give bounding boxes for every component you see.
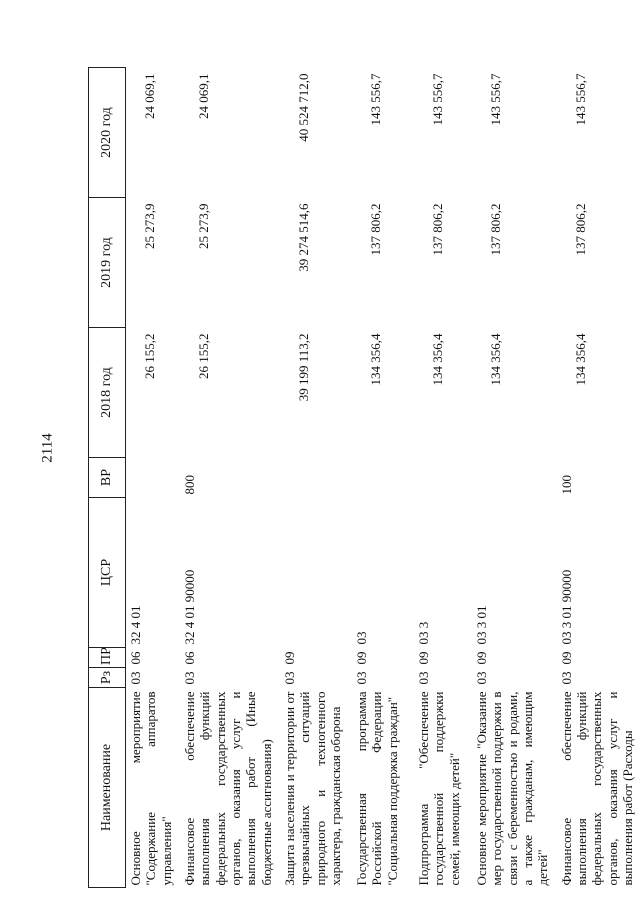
row-2019: 25 273,9 (142, 203, 157, 249)
row-csr: 32 4 01 (128, 605, 143, 645)
row-pr: 06 (128, 651, 143, 665)
row-name: Государственная программа Российской Федерации "Социальная поддержка граждан" (353, 691, 400, 886)
header-2018: 2018 год (89, 328, 126, 458)
row-2019: 137 806,2 (367, 203, 383, 256)
row-name: Основное мероприятие "Содержание аппаратов управления" (128, 691, 174, 886)
row-pr: 09 (558, 651, 574, 665)
row-csr: 03 3 (415, 621, 431, 645)
row-name: Финансовое обеспечение выполнения функций федеральных государственных органов, оказания услуг и выполнения работ (Иные бюджетные ассигнования) (181, 691, 274, 886)
row-csr: 03 3 01 90000 (558, 569, 574, 645)
row-2020: 24 069,1 (195, 73, 211, 119)
row-rz: 03 (415, 671, 431, 685)
header-pr: ПР (89, 648, 126, 668)
row-csr: 03 3 01 (473, 605, 489, 645)
row-csr: 03 (353, 631, 369, 645)
row-pr: 09 (473, 651, 489, 665)
table-row (352, 68, 414, 888)
row-2020: 143 556,7 (429, 73, 445, 126)
row-vr: 800 (181, 475, 197, 495)
row-vr (414, 458, 472, 498)
row-rz: 03 (181, 671, 197, 685)
row-name: Финансовое обеспечение выполнения функций федеральных государственных органов, оказания услуг и выполнения работ (Расходы (558, 691, 635, 886)
row-vr (472, 458, 557, 498)
table-row (472, 68, 557, 888)
row-vr: 100 (558, 475, 574, 495)
page-number: 2114 (39, 433, 56, 463)
table-row (557, 68, 640, 888)
table-row (280, 68, 352, 888)
header-rz: Рз (89, 668, 126, 688)
row-2018: 134 356,4 (367, 333, 383, 386)
row-2018: 26 155,2 (195, 333, 211, 379)
header-2019: 2019 год (89, 198, 126, 328)
row-rz: 03 (281, 671, 297, 685)
table-row (414, 68, 472, 888)
table-row (180, 68, 280, 888)
row-rz: 03 (128, 671, 143, 685)
row-2019: 137 806,2 (429, 203, 445, 256)
row-2019: 137 806,2 (487, 203, 503, 256)
row-2018: 134 356,4 (429, 333, 445, 386)
row-pr: 09 (353, 651, 369, 665)
row-name: Основное мероприятие "Оказание мер государственной поддержки в связи с беременностью и родами, а также гражданам, имеющим детей" (473, 691, 551, 886)
table-header-row (89, 68, 126, 888)
row-2018: 134 356,4 (487, 333, 503, 386)
header-csr: ЦСР (89, 498, 126, 648)
row-vr (126, 458, 180, 498)
row-2018: 39 199 113,2 (295, 333, 311, 402)
row-name: Подпрограмма "Обеспечение государственной поддержки семей, имеющих детей" (415, 691, 462, 886)
row-rz: 03 (558, 671, 574, 685)
row-pr: 06 (181, 651, 197, 665)
row-pr: 09 (281, 651, 297, 665)
header-vr: ВР (89, 458, 126, 498)
row-2018: 134 356,4 (572, 333, 588, 386)
row-2018: 26 155,2 (142, 333, 157, 379)
row-vr (352, 458, 414, 498)
row-rz: 03 (473, 671, 489, 685)
row-2020: 24 069,1 (142, 73, 157, 119)
header-name: Наименование (89, 688, 126, 888)
row-pr: 09 (415, 651, 431, 665)
row-2020: 40 524 712,0 (295, 73, 311, 142)
table-row (126, 68, 180, 888)
row-2019: 137 806,2 (572, 203, 588, 256)
row-2020: 143 556,7 (572, 73, 588, 126)
budget-table (88, 67, 640, 888)
row-csr (280, 498, 352, 648)
row-rz: 03 (353, 671, 369, 685)
header-2020: 2020 год (89, 68, 126, 198)
row-name: Защита населения и территории от чрезвычайных ситуаций природного и техногенного характера, гражданская оборона (281, 691, 343, 886)
budget-table-rotated (88, 68, 635, 888)
row-2020: 143 556,7 (487, 73, 503, 126)
row-2019: 39 274 514,6 (295, 203, 311, 272)
row-2020: 143 556,7 (367, 73, 383, 126)
row-vr (280, 458, 352, 498)
row-2019: 25 273,9 (195, 203, 211, 249)
row-csr: 32 4 01 90000 (181, 569, 197, 645)
